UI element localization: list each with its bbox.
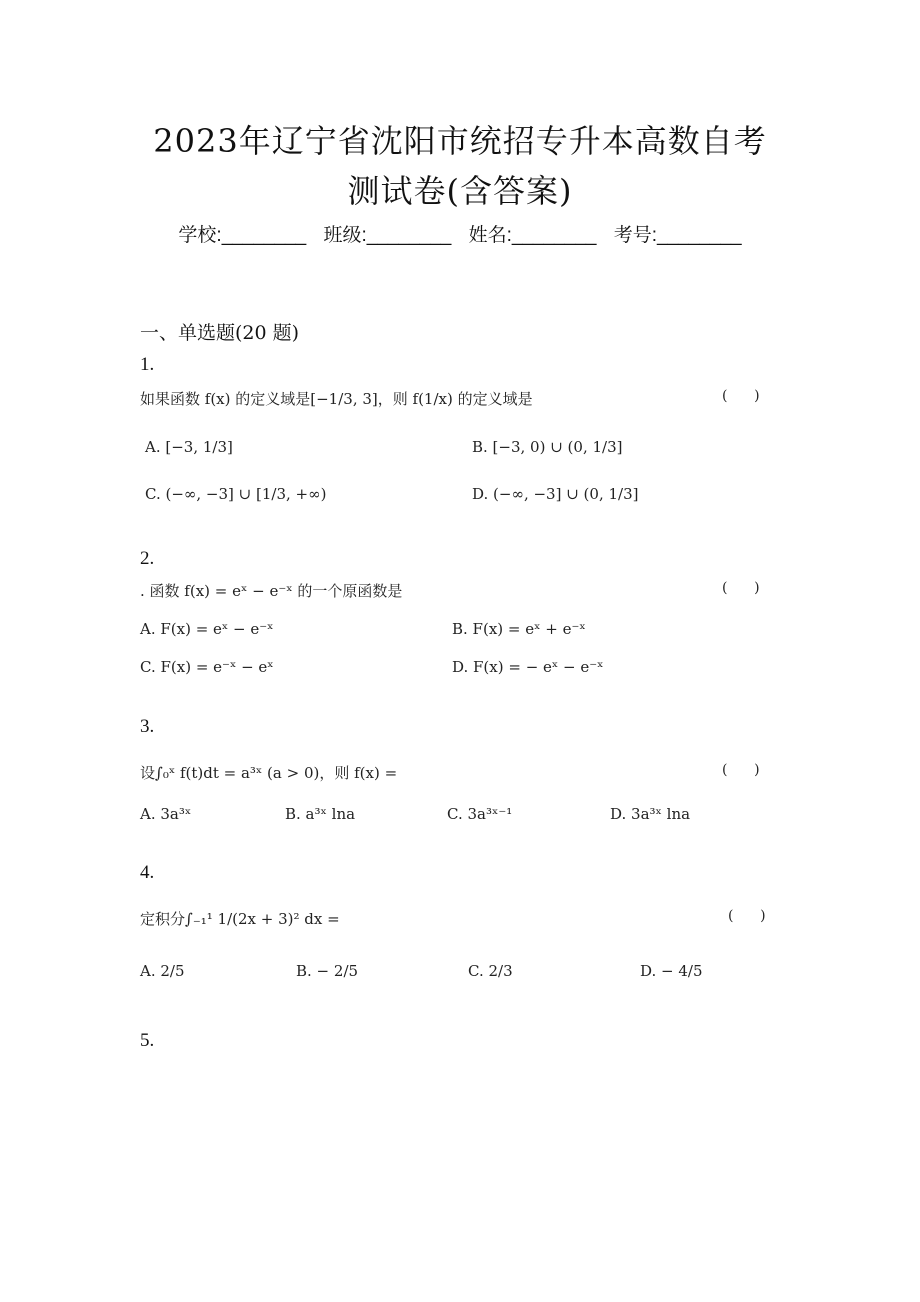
question-stem: . 函数 f(x) = eˣ − e⁻ˣ 的一个原函数是 (140, 582, 403, 600)
class-field: 班级:________ (323, 225, 452, 246)
option-d: D. − 4/5 (640, 962, 703, 980)
question-stem: 定积分∫₋₁¹ 1/(2x + 3)² dx = (140, 910, 340, 928)
option-a: A. F(x) = eˣ − e⁻ˣ (140, 620, 274, 638)
title-line-2: 测试卷(含答案) (347, 172, 573, 210)
answer-blank: ( ) (722, 580, 760, 596)
question-stem: 设∫₀ˣ f(t)dt = a³ˣ (a > 0)，则 f(x) = (140, 764, 398, 782)
question-number: 4. (140, 862, 155, 883)
student-info-row (0, 220, 920, 247)
question-number: 1. (140, 354, 155, 375)
exam-number-field: 考号:________ (613, 225, 742, 246)
question-number: 3. (140, 716, 155, 737)
option-b: B. a³ˣ lna (285, 805, 356, 823)
option-c: C. (−∞, −3] ∪ [1/3, +∞) (145, 485, 327, 503)
question-stem: 如果函数 f(x) 的定义域是[−1/3, 3]，则 f(1/x) 的定义域是 (140, 390, 533, 408)
section-title: 一、单选题(20 题) (140, 322, 300, 344)
name-field: 姓名:________ (468, 225, 597, 246)
option-d: D. (−∞, −3] ∪ (0, 1/3] (472, 485, 639, 503)
option-c: C. F(x) = e⁻ˣ − eˣ (140, 658, 274, 676)
school-field: 学校:________ (178, 225, 307, 246)
answer-blank: ( ) (728, 908, 766, 924)
option-c: C. 3a³ˣ⁻¹ (447, 805, 513, 823)
option-a: A. [−3, 1/3] (145, 438, 233, 456)
option-d: D. 3a³ˣ lna (610, 805, 691, 823)
option-c: C. 2/3 (468, 962, 513, 980)
option-b: B. F(x) = eˣ + e⁻ˣ (452, 620, 586, 638)
question-number: 5. (140, 1030, 155, 1051)
option-d: D. F(x) = − eˣ − e⁻ˣ (452, 658, 604, 676)
option-a: A. 3a³ˣ (140, 805, 192, 823)
option-b: B. [−3, 0) ∪ (0, 1/3] (472, 438, 623, 456)
answer-blank: ( ) (722, 762, 760, 778)
title-line-1: 2023年辽宁省沈阳市统招专升本高数自考 (153, 122, 767, 160)
answer-blank: ( ) (722, 388, 760, 404)
option-b: B. − 2/5 (296, 962, 359, 980)
option-a: A. 2/5 (140, 962, 185, 980)
question-number: 2. (140, 548, 155, 569)
